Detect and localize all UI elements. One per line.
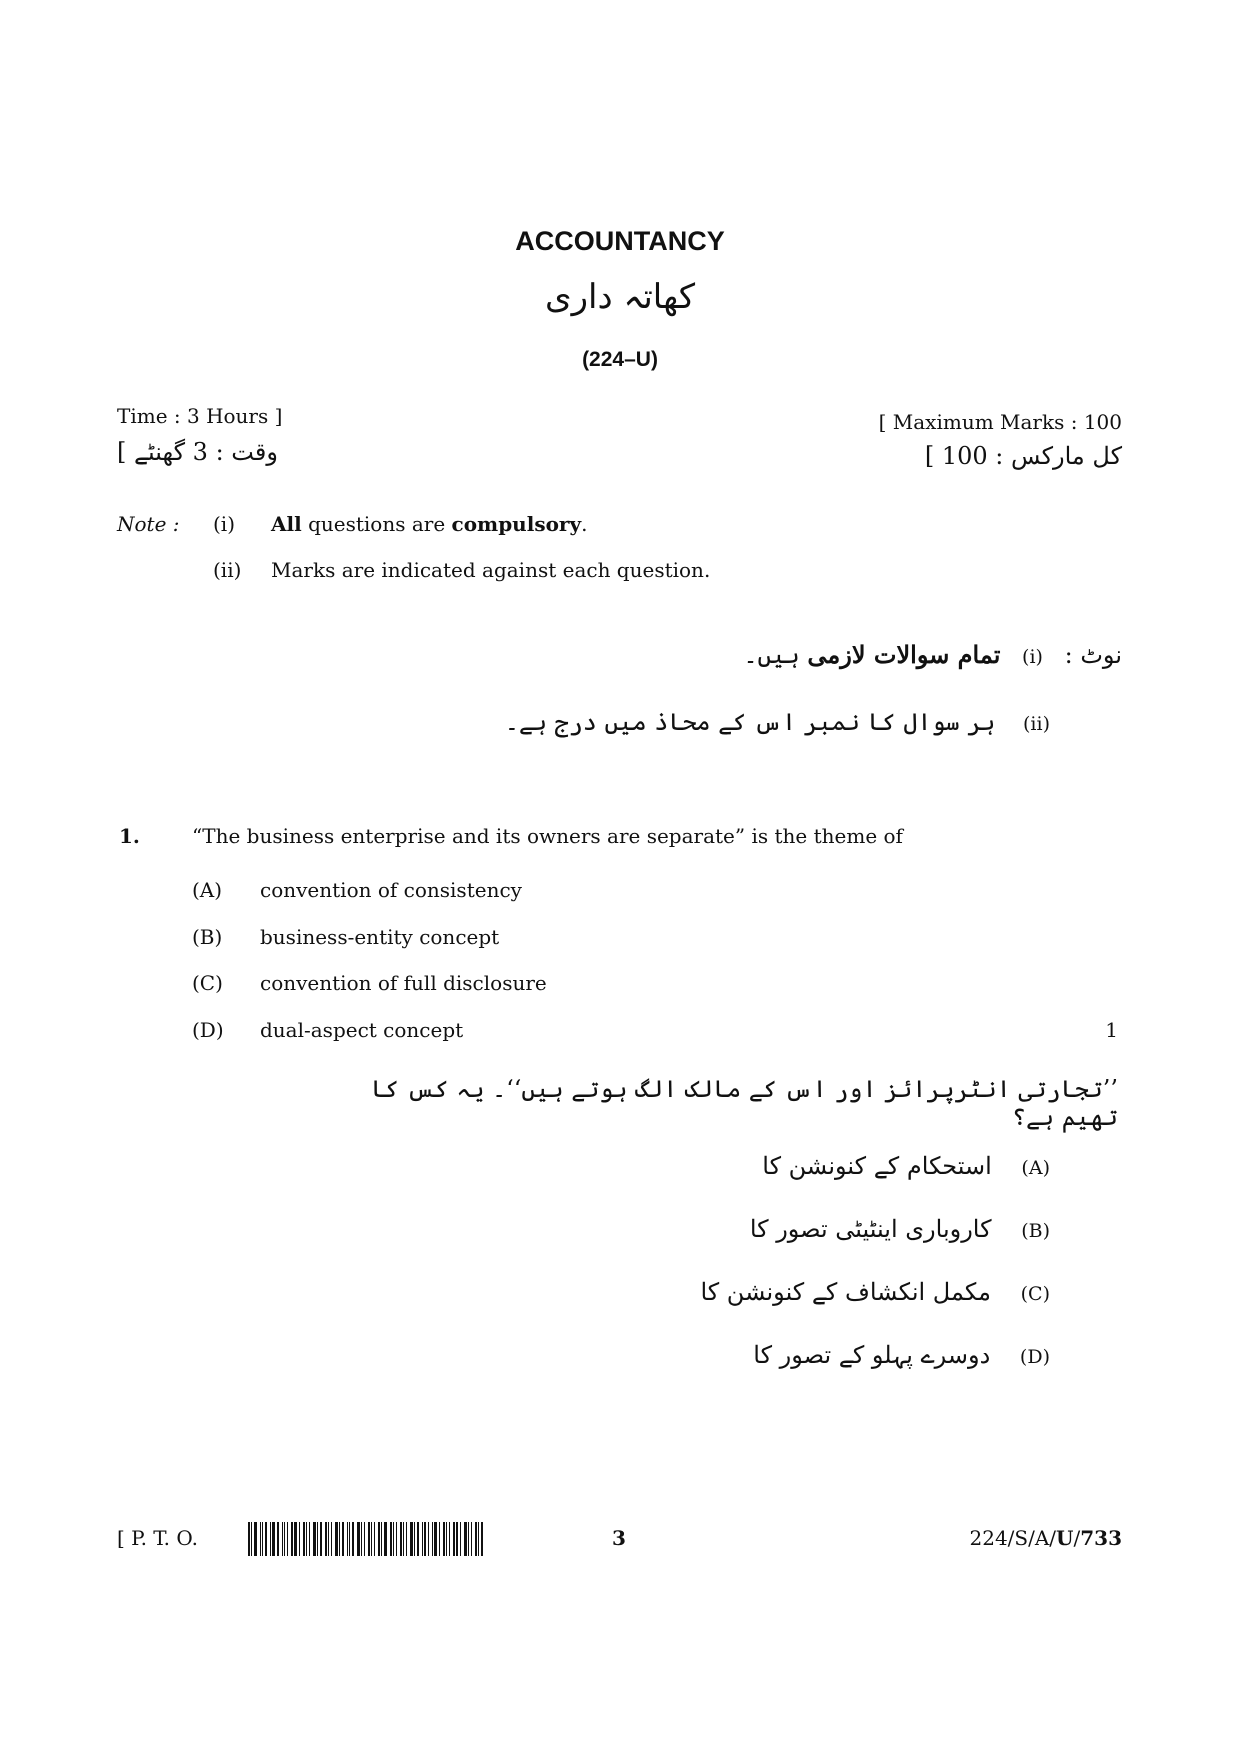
question-text: “The business enterprise and its owners are separate” is the theme of: [192, 824, 903, 848]
option-text: business-entity concept: [260, 925, 500, 949]
max-marks-english: [ Maximum Marks : 100: [878, 410, 1122, 434]
time-english: Time : 3 Hours ]: [117, 404, 283, 428]
barcode-bar: [393, 1522, 394, 1556]
barcode-bar: [396, 1522, 397, 1556]
barcode-bar: [335, 1522, 338, 1556]
barcode-bar: [251, 1522, 252, 1556]
barcode-bar: [434, 1522, 437, 1556]
barcode-bar: [361, 1522, 362, 1556]
option-label: (C): [192, 971, 223, 995]
barcode-bar: [364, 1522, 365, 1556]
barcode-bar: [478, 1522, 479, 1556]
barcode-bar: [265, 1522, 267, 1556]
barcode-bar: [248, 1522, 250, 1556]
barcode: [248, 1522, 544, 1556]
barcode-bar: [357, 1522, 360, 1556]
barcode-bar: [390, 1522, 392, 1556]
barcode-bar: [294, 1522, 297, 1556]
option-label: (A): [192, 878, 223, 902]
time-urdu: وقت : 3 گھنٹے ]: [117, 438, 278, 466]
barcode-bar: [342, 1522, 344, 1556]
barcode-bar: [260, 1522, 261, 1556]
barcode-bar: [325, 1522, 327, 1556]
note-item-1: All questions are compulsory.: [271, 512, 588, 536]
barcode-bar: [439, 1522, 440, 1556]
barcode-bar: [270, 1522, 271, 1556]
barcode-bar: [456, 1522, 458, 1556]
note-item-num: (i): [213, 512, 236, 536]
barcode-bar: [432, 1522, 433, 1556]
barcode-bar: [384, 1522, 387, 1556]
barcode-bar: [272, 1522, 275, 1556]
barcode-bar: [347, 1522, 348, 1556]
barcode-bar: [371, 1522, 372, 1556]
barcode-bar: [309, 1522, 310, 1556]
barcode-bar: [284, 1522, 285, 1556]
option-urdu: (B) کاروباری اینٹیٹی تصور کا: [749, 1215, 1050, 1243]
barcode-bar: [306, 1522, 307, 1556]
option-label: (B): [192, 925, 223, 949]
barcode-bar: [471, 1522, 472, 1556]
barcode-bar: [262, 1522, 263, 1556]
barcode-bar: [277, 1522, 279, 1556]
barcode-bar: [331, 1522, 332, 1556]
option-urdu: (A) استحکام کے کنونشن کا: [762, 1152, 1050, 1180]
option-text: convention of full disclosure: [260, 971, 547, 995]
paper-title: ACCOUNTANCY: [515, 226, 725, 256]
barcode-bar: [414, 1522, 415, 1556]
barcode-bar: [378, 1522, 380, 1556]
barcode-bar: [403, 1522, 404, 1556]
barcode-bar: [320, 1522, 322, 1556]
barcode-bar: [291, 1522, 293, 1556]
barcode-bar: [299, 1522, 300, 1556]
barcode-bar: [446, 1522, 447, 1556]
barcode-bar: [464, 1522, 467, 1556]
note-item-num: (ii): [213, 558, 242, 582]
barcode-bar: [381, 1522, 382, 1556]
barcode-bar: [475, 1522, 477, 1556]
barcode-bar: [254, 1522, 257, 1556]
barcode-bar: [449, 1522, 450, 1556]
paper-title-urdu: کھاتہ داری: [544, 277, 696, 317]
barcode-bar: [313, 1522, 316, 1556]
barcode-bar: [443, 1522, 445, 1556]
barcode-bar: [460, 1522, 461, 1556]
barcode-bar: [317, 1522, 318, 1556]
option-label: (D): [192, 1018, 224, 1042]
barcode-bar: [287, 1522, 288, 1556]
note-item-2: Marks are indicated against each question.: [271, 558, 711, 582]
page-number: 3: [612, 1526, 626, 1550]
barcode-bar: [303, 1522, 305, 1556]
barcode-bar: [282, 1522, 283, 1556]
barcode-bar: [328, 1522, 329, 1556]
barcode-bar: [481, 1522, 483, 1556]
barcode-bar: [352, 1522, 354, 1556]
barcode-bar: [374, 1522, 375, 1556]
note-urdu-item-1: نوٹ : (i) تمام سوالات لازمی ہیں۔: [743, 640, 1122, 669]
option-urdu: (C) مکمل انکشاف کے کنونشن کا: [700, 1278, 1050, 1306]
barcode-bar: [349, 1522, 350, 1556]
barcode-bar: [410, 1522, 413, 1556]
option-text: dual-aspect concept: [260, 1018, 464, 1042]
barcode-bar: [422, 1522, 423, 1556]
barcode-bar: [406, 1522, 407, 1556]
barcode-bar: [368, 1522, 370, 1556]
barcode-bar: [424, 1522, 426, 1556]
barcode-bar: [468, 1522, 469, 1556]
pto-label: [ P. T. O.: [117, 1526, 198, 1550]
question-number: 1.: [119, 824, 140, 848]
note-label: Note :: [117, 512, 180, 536]
option-urdu: (D) دوسرے پہلو کے تصور کا: [753, 1341, 1050, 1369]
barcode-bar: [400, 1522, 402, 1556]
barcode-bar: [453, 1522, 455, 1556]
max-marks-urdu: کل مارکس : 100 ]: [924, 442, 1122, 470]
note-urdu-item-2: (ii) ہر سوال کا نمبر اس کے محاذ میں درج ہے۔: [504, 708, 1050, 736]
option-text: convention of consistency: [260, 878, 522, 902]
question-text-urdu: ’’تجارتی انٹرپرائز اور اس کے مالک الگ ہوتے ہیں‘‘۔ یہ کس کا تھیم ہے؟: [370, 1075, 1118, 1131]
paper-code: (224–U): [582, 348, 658, 371]
barcode-bar: [339, 1522, 340, 1556]
paper-code-footer: 224/S/A/U/733: [969, 1526, 1122, 1550]
question-marks: 1: [1105, 1018, 1118, 1042]
barcode-bar: [428, 1522, 429, 1556]
barcode-bar: [417, 1522, 419, 1556]
